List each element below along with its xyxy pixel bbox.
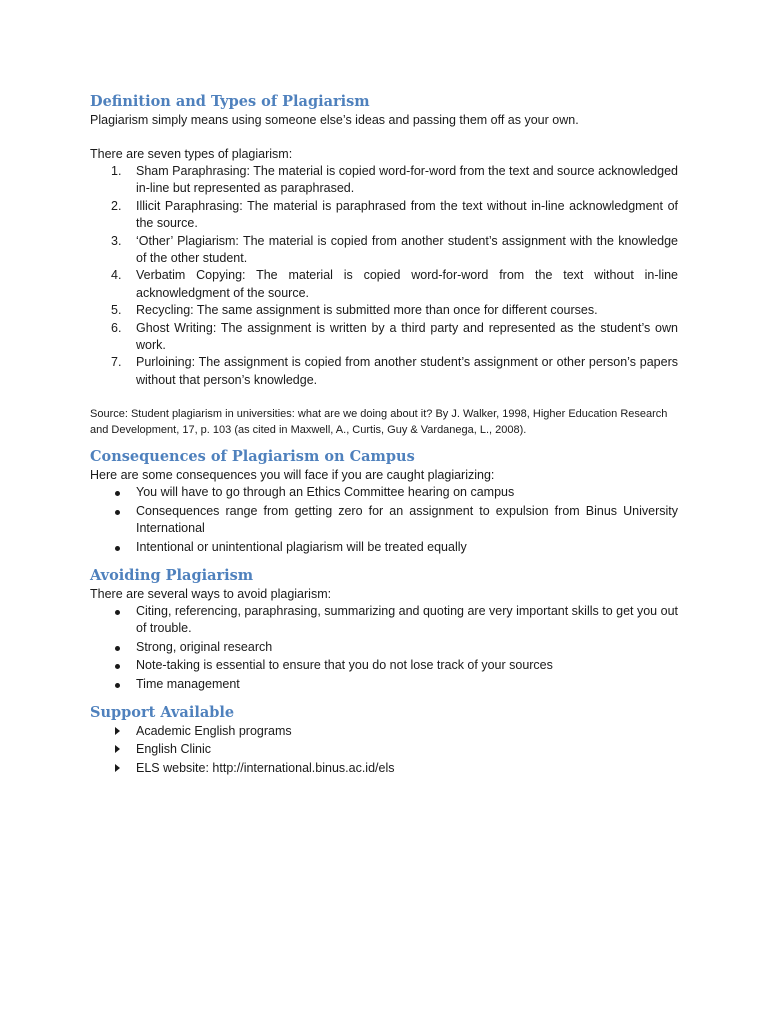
list-item bbox=[90, 354, 678, 389]
list-item bbox=[90, 723, 678, 740]
bullet-icon bbox=[115, 610, 120, 615]
list-item-text: Ghost Writing: The assignment is written by a third party and represented as the student’s own work. bbox=[136, 320, 678, 353]
triangle-bullet-icon bbox=[115, 764, 120, 772]
section-title-definition: Definition and Types of Plagiarism bbox=[90, 93, 370, 110]
plagiarism-types-list bbox=[90, 163, 678, 389]
support-list bbox=[90, 723, 678, 777]
list-item bbox=[90, 539, 678, 556]
list-item bbox=[90, 320, 678, 355]
list-item bbox=[90, 302, 678, 319]
list-item-text: Purloining: The assignment is copied from another student’s assignment or other person’s papers without that person’s knowledge. bbox=[136, 355, 678, 387]
list-item-text: Strong, original research bbox=[136, 639, 273, 654]
list-item bbox=[90, 267, 678, 302]
list-item bbox=[90, 163, 678, 198]
list-number: 4. bbox=[111, 268, 122, 283]
list-item-text: Citing, referencing, paraphrasing, summarizing and quoting are very important skills to get you out of trouble. bbox=[136, 603, 678, 636]
list-item-text: English Clinic bbox=[136, 742, 212, 757]
list-item bbox=[90, 639, 678, 656]
list-item-text: Note-taking is essential to ensure that you do not lose track of your sources bbox=[136, 658, 553, 673]
list-item-text: Verbatim Copying: The material is copied word-for-word from the text without in-line acknowledgment of the source. bbox=[136, 268, 678, 300]
source-citation: Source: Student plagiarism in universities: what are we doing about it? By J. Walker, 1998, Higher Education Research and Development, 17, p. 103 (as cited in Maxwell, A., Curtis, Guy & Vardanega, L., 2008). bbox=[90, 408, 668, 437]
list-item-text: ‘Other’ Plagiarism: The material is copied from another student’s assignment with the knowledge of the other student. bbox=[136, 233, 678, 266]
avoiding-intro: There are several ways to avoid plagiarism: bbox=[90, 586, 332, 601]
list-item-text: You will have to go through an Ethics Committee hearing on campus bbox=[136, 485, 515, 500]
list-item bbox=[90, 503, 678, 538]
list-number: 6. bbox=[111, 320, 122, 335]
document-page bbox=[90, 92, 678, 778]
consequences-intro: Here are some consequences you will face if you are caught plagiarizing: bbox=[90, 468, 495, 483]
avoiding-list bbox=[90, 603, 678, 693]
section-title-consequences: Consequences of Plagiarism on Campus bbox=[90, 448, 415, 466]
list-number: 5. bbox=[111, 303, 122, 318]
bullet-icon bbox=[115, 510, 120, 515]
els-website-link[interactable]: ELS website: http://international.binus.ac.id/els bbox=[136, 760, 395, 775]
list-item bbox=[90, 760, 678, 777]
list-item-text: Time management bbox=[136, 676, 240, 691]
list-item bbox=[90, 603, 678, 638]
bullet-icon bbox=[115, 491, 120, 496]
triangle-bullet-icon bbox=[115, 727, 120, 735]
list-item bbox=[90, 198, 678, 233]
types-intro: There are seven types of plagiarism: bbox=[90, 147, 293, 161]
list-item-text: Consequences range from getting zero for an assignment to expulsion from Binus University International bbox=[136, 503, 678, 536]
list-number: 1. bbox=[111, 164, 122, 178]
list-number: 3. bbox=[111, 233, 122, 248]
list-item-text: Sham Paraphrasing: The material is copied word-for-word from the text and source acknowledged in-line but represented as paraphrased. bbox=[136, 164, 678, 196]
list-item bbox=[90, 657, 678, 674]
list-number: 2. bbox=[111, 198, 122, 213]
section-title-support: Support Available bbox=[90, 703, 235, 721]
section-title-avoiding: Avoiding Plagiarism bbox=[90, 566, 254, 584]
list-item-text: Recycling: The same assignment is submitted more than once for different courses. bbox=[136, 303, 598, 318]
list-item bbox=[90, 741, 678, 758]
triangle-bullet-icon bbox=[115, 745, 120, 753]
bullet-icon bbox=[115, 664, 120, 669]
list-item bbox=[90, 484, 678, 501]
list-item-text: Illicit Paraphrasing: The material is paraphrased from the text without in-line acknowledgment of the source. bbox=[136, 198, 678, 231]
list-item-text: Academic English programs bbox=[136, 723, 292, 738]
bullet-icon bbox=[115, 546, 120, 551]
definition-intro: Plagiarism simply means using someone else’s ideas and passing them off as your own. bbox=[90, 113, 579, 127]
list-number: 7. bbox=[111, 355, 122, 370]
bullet-icon bbox=[115, 683, 120, 688]
list-item bbox=[90, 676, 678, 693]
list-item bbox=[90, 233, 678, 268]
consequences-list bbox=[90, 484, 678, 556]
list-item-text: Intentional or unintentional plagiarism will be treated equally bbox=[136, 539, 467, 554]
bullet-icon bbox=[115, 646, 120, 651]
